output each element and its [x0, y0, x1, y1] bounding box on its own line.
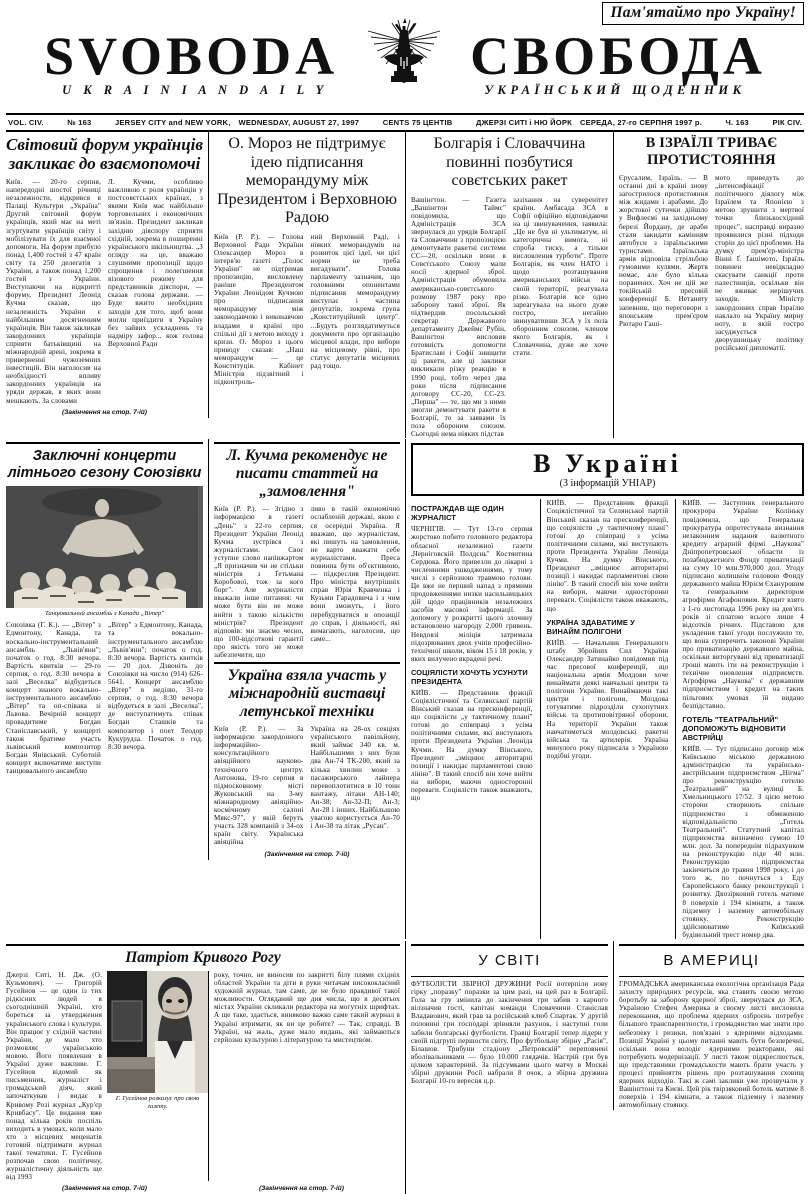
ukraine-item-4-subhead: ГОТЕЛЬ "ТЕАТРАЛЬНИЙ" ДОПОМОЖУТЬ ВІДНОВИТИ АВСТРІЙЦІ	[682, 714, 786, 742]
ukraine-col-2-cont: КИЇВ. — Представник фракції Соціялістичної та Селянської партій Вінський сказав на пресконференції, що соціялісти „у тактичному плані" готові до співпраці з усіма політичними силами, які виступають проти Президента України Леоніда Кучми. На думку Вінського, Президент „зміцнює авторитарні позиції і накидає парламентові свою лінію". В такий спосіб він хоче вийти на вибори, маючи односторонні переваги. Соціялісти також вважають, що	[546, 499, 669, 613]
article-kuchma-col2: ливо в такій економічно ослабленій державі, якою є ся осередні Україна. Я вважаю, що журналістам, які пишуть на замовлення, не варто вважати себе журналістами. Преса повинна бути об'єктивною, — підкреслив Президент. Про міністра внутрішніх справ Юрія Кравченка і Кузьми Гарадовича і з чим вони зможуть, і його перебудуватися в опозиції до справ, і діяльності, які вимагають, наголосив, що саме...	[310, 505, 400, 643]
america-underline	[619, 976, 804, 977]
world-divider	[411, 944, 608, 946]
patriot-photo-caption: Г. Гусейнов розказує про свою газету.	[115, 1095, 200, 1110]
article-aviation-col2: Україна на 28-ох секціях українського павільйону, який займає 340 кв. м. Найбільшими з них були два Ан-74 ТК-200, який за кілька хвилин може з пасажирського лайнера перевоплотитися в 10 тонн вантажу, літаки АН-140; Ан-38; Ан-32-П; Ан-3; Ан-28 і інших. Найбільшою увагою користується Ан-70 і Ан-38 та літак „Русан".	[310, 725, 400, 831]
article-aviation-headline: Україна взяла участь у міжнародній виставці летунської техніки	[227, 667, 387, 721]
article-concerts-headline: Заключні концерти літнього сезону Союзівки	[7, 448, 202, 482]
ukraine-item-2-body: КИЇВ. — Начальник Генерального штабу Збройних Сил України Олександер Затинайко повідомив під час пресової конференції, що національна армія Молдови хоче винаймати деякі навчальні центри та полігони України. Винаймаючи такі центри і полігони, Молдова готуватиме підрозділи сухопутних військ та протиповітряної оборони. На території України також навчатиметься молдовські ракетні війська та артилерія. Україна минулого року підписала з Україною подібні угоди.	[546, 638, 669, 760]
date-ukrainian: СЕРЕДА, 27-го СЕРПНЯ 1997 р.	[579, 118, 703, 127]
second-left-half	[6, 439, 405, 939]
ukraine-section-title: В Україні	[533, 449, 682, 479]
article-bulgaria-slovakia	[411, 132, 613, 438]
ukraine-item-4-body: КИЇВ. — Тут підписано договір між Київською міською державною адміністрацією та українсько-австрійським підприємством „Нігма" про реконструкцію готелю „Театральний" на вулиці Б. Хмельницького 17/52. З цією метою сторони створюють спільне підприємство з обмеженою відповідальністю „Готель Театральний". Статутний капітал підприємства визначено сумою 10 млн. дол. За попереднім підрахунком на реконструкцію піде 40 млн. Реконструкцію підприємства закінчиться до травня 1998 року, і до того ж, по почнуться з Еду Європейського банку реконструкції і розвитку. Двозірковий готель матиме 8 поверхів і 194 кімнати, а також підземну і наземну автомобільну стоянку. Реконструкцію здійснюватиме Київський будівельний трест номер два.	[682, 744, 805, 939]
price-label: CENTS 75 ЦЕНТІВ	[382, 118, 453, 127]
article-world-forum-headline: Світовий форум українців закликає до взаємопомочі	[6, 135, 203, 173]
article-israel-col2: мото приведуть до „інтенсифікації політичного діялогу між Ізраїлем та Японією з метою зрушити з мертвої точки близькосхідний процес", насправді виразно проявилися різні підходи сторін до цієї проблеми. На думку прем'єр-міністра Вінні Ґ. Ґашімото, Ізраїль повинен невідкладно скасувати санкції проти палестинців, оскільки він не вживає нерішучих заходів. Міністр закордонних справ Ізраїлю наклало на Україну мирну ноту, в якій гостро засуджується дворушницьку політику російської дипломатії.	[715, 174, 804, 352]
masthead	[6, 25, 804, 111]
article-patriot	[6, 941, 405, 1194]
place-english: JERSEY CITY and NEW YORK,	[114, 118, 231, 127]
concerts-divider	[6, 442, 203, 444]
kuchma-divider	[214, 442, 400, 444]
article-world-forum-jump[interactable]: (Закінчення на стор. 7-ій)	[61, 408, 147, 416]
article-patriot-jump-2[interactable]: (Закінчення на стор. 7-ій)	[258, 1185, 344, 1193]
place-ukrainian: ДЖЕРЗІ СИТІ і НЮ ЙОРК	[475, 118, 572, 127]
ukraine-item-3-body: КИЇВ. — Заступник генерального прокурора України Коліньку повідомила, що Генеральна прокуратура опротестувала визнання незаконним надання валютного кредиту аграрній фірмі „Наукова" Дніпропетровської области із позабюджетного Фонду приватизації на суму 10 млн.970,000 дол. Угоду підписано колишнім головою Фонду державного майна Юрієм Єхануровим та генеральним директором агрофірми Агафоновим. Кредит взято з 1-го листопада 1996 року на дев'ять років зі сплатою всього лише 4 відсотків річних. Підставою для укладення такої угоди послужило те, що вона суперечить законові України про приватизацію державного майна, оскільки виторгувані від приватизації гроші мають іти на реконструкцію і технічне оновлення підприємств. Агрофірма „Наукова" є державним підприємством і кредит на таких пільгових умовах їй видано безпідставно.	[682, 499, 805, 710]
article-concerts-col1: Союзівка (Г. К.). — „Вітер" з Едмонтону, Канада, та воскально-інструментальний ансамбль „Львів'яни"; початок о год. 8:30 вечора. Вартість квитків — 29-го серпня, о год. 8:30 вечора в залі „Веселка" відбудеться концерт знаного вокально-інструментального ансамблю „Вітер" та оп-співака зі Львова. Вечірній концерт провадитиме Богдан Станіславський, у концерті також братиме участь львівський композитор Богдан Янівський. Суботній концерт включатиме виступи танцювального ансамблю	[6, 621, 101, 775]
ukraine-item-0-subhead: ПОСТРАЖДАВ ЩЕ ОДИН ЖУРНАЛІСТ	[411, 504, 504, 523]
patriot-photo	[107, 971, 208, 1093]
article-moroz	[208, 132, 400, 418]
ukraine-col-1	[411, 499, 533, 939]
aviation-divider	[214, 662, 400, 664]
ukraine-section	[405, 439, 804, 939]
issue-info-bar	[6, 115, 804, 132]
ukraine-item-1-body: КИЇВ. — Представник фракції Соціялістичної та Селянської партій Вінський сказав на пресконференції, що соціялісти „у тактичному плані" готові до співпраці з усіма політичними силами, які виступають проти Президента України Леоніда Кучми. На думку Вінського, Президент „зміцнює авторитарні позиції і накидає парламентові свою лінію". В такий спосіб він хоче вийти на вибори, маючи односторонні переваги. Соціялісти також вважають, що	[411, 688, 533, 803]
masthead-subtitle-cyrillic: УКРАЇНСЬКИЙ ЩОДЕННИК	[484, 83, 746, 97]
article-israel-col1: Єрусалим, Ізраїль. — В останні дні в країні знову загострилося протистояння між жидами і арабами. До жорстокої сутички дійшло у Вифлеємі на західньому березі Йордану, де араби стали закидати камінням автобуси з ізраїльськими туристами. Ізраїльська армія відповіла стрільбою гумовими кулями. Жертв немає, але було кілька поранених. Хоч не цій же токійській пресовій конференції Б. Нетаняту запевнив, що переговори з японським прем'єром Рютаро Гаші-	[619, 174, 708, 328]
world-section-body: ФУТБОЛІСТИ ЗБІРНОЇ ДРУЖИНИ Росії потерпіли нову гірку „поразку" поразки за цим разі, на цей раз в Болгарії. Гола за гру змінила до закінчення гри забив з карного вілзначив гості, капітан команди Словаччини Станіслав Владавович, який грав за російський клюб Спартак. У другій половині гри господарі зрівняли рахунок, і наступні голи забили болгарські футболісти. Гравці Болгарії тепер лідери у своїй підгрупі першости світу. Про футбольну збірну „Расія", Білашов. Трибуни стадіону „Петровскій" переповнені вболівальниками — було 10.000 глядачів. Настрій гри був цілком характерний. За підсумками цього матчу в Москві збірні дружини Росії набрали 8 очок, а збірна дружина Болгарії 10-го вересня ц.р.	[411, 980, 608, 1086]
article-aviation-col1: Київ (Р. Р.). — За інформацією закордонного інформаційно-консультаційного авіяційного науково-технічного центру. Антонова, 19-го серпня в підмосковному місті Жуковський на 3-му міжнародному авіяційно-космічному салоні Мякс-97", у якій беруть участь 328 компаній з 34-ох країн світу. Українська авіяційна	[214, 725, 304, 847]
masthead-title-cyrillic: СВОБОДА	[470, 26, 766, 86]
statue-of-liberty-trident-emblem	[344, 15, 464, 99]
second-band-grid	[6, 439, 804, 939]
article-patriot-headline: Патріот Кривого Рогу	[125, 949, 281, 966]
patriot-divider	[6, 944, 400, 946]
issue-number-ukrainian: Ч. 163	[725, 118, 749, 127]
bottom-band-grid	[6, 941, 804, 1194]
masthead-subtitle-latin: U K R A I N I A N D A I L Y	[62, 83, 328, 97]
article-aviation-jump[interactable]: (Закінчення на стор. 7-ій)	[264, 850, 350, 858]
america-section-body: ГРОМАДСЬКА американська екологічна організація Рада захисту природних ресурсів, яка ставить своєю метою боротьбу за заборону ядерної зброї, звернулася до ЗСА, Україною Стефен Америка в своєму листі висловила переконання, що проблема ядерних озброєнь потребує більшого транспарентности, і громадянство має знати про небезпеку і ризики, пов'язані з ядерними відходами. Позиції Україні у цьому питанні мають бути безперечні, оскільки вона володіє ядерними реакторами, які потребують модернізації. У листі також підкреслюється, що представники громадськости мають брати участь у процесі прийняття рішень про розташування сховищ ядерних відходів. Такі ж самі заклики уже прозвучали у Вашінґтоні та Києві. Цей рік твірзяковий ботель матиме 8 поверхів і 194 кімнати, а також підземну і наземну автомобільну стоянку.	[619, 980, 804, 1110]
article-moroz-col1: Київ (Р. Р.). — Голова Верховної Ради України Олександер Мороз в інтерв'ю газеті „Голос України" не підтримав пропозицію, висловлену раніше Президентом України Леонідом Кучмою про підписання меморандуму між законодавчою і виконавчою владами в країні про спільні дії з метою виходу з кризи. О. Мороз з цього приводу сказав: „Наш меморандум — це Конституція. Кабінет Міністрів підзвітний і підконтроль-	[214, 232, 304, 387]
remember-ukraine-slogan: Пам'ятаймо про Україну!	[602, 2, 804, 25]
newspaper-front-page	[0, 2, 810, 1193]
article-concerts-col2: „Вітер" з Едмонтону, Канада, та вокально-інструментального ансамблю „Львів'яни"; початок о год. 8:30 вечора. Вартість квитків — 20 дол. Дзвоніть до Союзівки на число (914) 626-5641. Концерт ансамблю „Вітер" в неділю, 31-го серпня, о год. 8:30 вечора відбудеться в залі „Веселка", де виступатимуть співак Богдан Сташків та композитор і поет Теодор Кукурудза. Початок о год. 8:30 вечора.	[108, 621, 203, 751]
article-bulgaria-col1: Вашінґтон. — Газета „Вашінґтон Таймс" повідомила, що Адміністрація ЗСА звернулася до урядів Болгарії та Словаччини з пропозицією демонтувати ракетні системи СС—20, оскільки вони в Совєтського Союзу мали носії ядерної зброї. Адміністрація обумовила американсько-совєтського розмову 1987 року про заборону такої зброї. Як підтвердив посольський секретар Державного департаменту Джеймс Рубін, Вашінґтон висловив готовність допомогти Братиславі і Софії знищити ці ракети, але ці заклики викликали різку реакцію в 1990 році, тобто через два роки після підписання договору СС-20, СС-23. „Перша" — те, що ми з ними змогли демонтувати ракети в Болгарії, то за заявами їх поза обороним союзом. Сьогодні нема ніяких підстав	[411, 195, 506, 439]
ukraine-item-1-subhead: СОЦІЯЛІСТИ ХОЧУТЬ УСУНУТИ ПРЕЗИДЕНТА	[411, 667, 528, 686]
ukraine-section-columns	[411, 499, 804, 939]
ukraine-item-0-body: ЧЕРНІГІВ. — Тут 13-го серпня жорстоко побито головного редактора обласної незалежної газети „Черніговскій Полдєнь" Костянтина Сердюка. Його привезли до лікарні з численними ушкодженнями, у тому числі з серйозною травмою голови. Це вже не перший напад з прямими продовженнями низки насильницьких дій щодо працівників незалежних засобів масової інформації. За допомогу у розкритті цього злочину встановлено нагороду 2,000 гривень. Невдовзі міліція затримала підозрюваних двох учнів професійно-технічної школи, віком 15 і 18 років, у яких вилучено вкрадені речі.	[411, 525, 533, 663]
article-israel	[613, 132, 804, 438]
top-stories-grid	[6, 132, 804, 438]
second-left-right-col	[208, 439, 400, 859]
article-patriot-jump[interactable]: (Закінчення на стор. 7-ій)	[61, 1185, 147, 1193]
america-divider	[619, 944, 804, 946]
world-section	[411, 941, 613, 1110]
top-right-half	[405, 132, 804, 438]
world-section-title: У СВІТІ	[478, 952, 541, 969]
article-world-forum-col1: Київ. — 20-го серпня, напередодні шостої річниці незалежности, відкрився в Палаці Культури „Україна" Другий світовий форум українців, який має на меті згуртувати українців світу і мобілізувати їх для взаємної допомоги. На форум прибуло понад 1,400 гостей з 47 країн світу та 250 делегатів з України, а також понад 1,200 гостей з України. Виступаючи на відкритті форуму, Президент Леонід Кучма сказав, що незалежність України є найбільшим досягненням українців. Він також закликав закордонних українців сприяти батьківщині на міжнародній арені, зокрема в приверненні чужоземних інвестицій. Він наголосив на необхідності впливу закордонних українців на уряди держав, в яких вони мешкають. За словами	[6, 178, 101, 405]
article-world-forum-col2: Л. Кучми, особливо важливою є роля українців у постсовєтських країнах, з якими Київ має найбільше торговельних і економічних зв'язків. Президент закликав західню діяспору сприяти східній, зокрема в поширенні українського шкільництва. „З огляду на це, вважаю слушними пропозиції щодо спрощення і полегшення візового режиму для представників діяспори, — сказав голова держави. — Буде вжито необхідних заходів для того, щоб вони могли приїздити в Україну без зайвих ускладнень та надміру зафор... кож голова Верховної Ради	[108, 178, 203, 348]
top-left-half	[6, 132, 405, 438]
concerts-photo	[6, 486, 203, 608]
article-bulgaria-slovakia-headline: Болгарія і Словаччина повинні позбутися совєтських ракет	[433, 135, 586, 189]
article-patriot-col2: року, точно, не виносив по закритті білу плями східніх областей України та діти в руки читачам висококласний художній журнал, там саме, де не було правдивої такої можливости. Огляданий ще дня числа, що в десятьох містах України скликали редактора на могутніх шрифтах. А ще таке, здається, виняково важко саме такий журнал в Україні втримати, як ви це робите? — Так, справді. В Україні, на жаль, дуже мало видань, які займаються серйозно культурою і літературою та мистецтвом.	[208, 971, 400, 1181]
ukraine-section-banner	[411, 443, 804, 496]
article-kuchma-col1: Київ (Р. Р.). — Згідно з інформацією в газеті „День" з 22-го серпня, Президент України Леонід Кучма зустрівся з журналістами. Своє уступне слово напівжартом „Я призначив чи не стільки міністрів з Ґетьмана Коробової, тож за кого борг". Але журналісти вважали інше питання: чи може бути він не може вийти з такою кількістю міністрів? Президент відповів: ми знаємо чесно, що 100-відсоткові гарантії про якість того не може забезпечити, що	[214, 505, 304, 659]
article-israel-headline: В ІЗРАЇЛІ ТРИВАЄ ПРОТИСТОЯННЯ	[645, 135, 778, 168]
ukraine-section-source: (З інформацій УНІАР)	[559, 478, 656, 490]
bottom-right-half	[405, 941, 804, 1194]
volume-label: VOL. CIV.	[8, 118, 44, 127]
article-moroz-col2: ний Верховній Раді, і ніяких меморандумів на розвиток цієї ідеї, чи цієї норми не треба вигадувати". Голова парламенту зазначив, що головними опонентами підписання меморандуму виступає і частина депутатів, зокрема група „Конституційний центр". ...Будуть розглядатимуться документи про організацію місцевої влади, про вибори на місцевому рівні, про статус депутатів місцевих рад тощо.	[310, 232, 400, 370]
masthead-title-latin: SVOBODA	[44, 26, 339, 86]
article-concerts	[6, 439, 208, 859]
america-section-title: В АМЕРИЦІ	[663, 952, 760, 969]
article-bulgaria-col2: зазіхання на суверенітет країни. Амбасада ЗСА в Софії офіційно відповідаючи на ці звинувачення, заявила: „Це не був ні ультиматум, ні категорична вимога, ні спроба тиску, а тільки висловлення турботи". Проте Болгарія, як член НАТО і щодо розташування американських військ на своїй території, реагувала різко. Болгарія все одно зареагувала на нього дуже гостро, негайно звинувативши ЗСА у їх поза оборонним союзом, членом якого Болгарія, як і Словаччина, дуже же хоче стати.	[513, 195, 608, 358]
ukraine-col-3	[675, 499, 804, 939]
article-world-forum	[6, 132, 208, 418]
date-english: WEDNESDAY, AUGUST 27, 1997	[238, 118, 360, 127]
article-patriot-col1: Джерзі Ситі, Н. Дж. (О. Кузьмович). — Григорій Гусейнов — це один із тих рідкісних людей в сьогоднішній Україні, хто бореться за утвердження українського слова і культури. Він працює у східній частині України, де мало хто розмовляє українською мовою. Його появлення в Україні дуже важливе. Г. Гусейнов відомий як письменник, журналіст і громадський діяч, який започаткував і видає в Кривому Розі журнал „Кур'єр Кривбасу". Це видання вже понад кілька років поспіль виходить в умовах, коли мало хто з місцевих меценатів готовий підтримати журнал такої тематики. Г. Гусейнов розпочав свою політичну, журналістичну діяльність ще від 1993	[6, 971, 102, 1182]
article-moroz-headline: О. Мороз не підтримує ідею підписання меморандуму між Президентом і Верховною Радою	[217, 135, 397, 226]
ukraine-item-2-subhead: УКРАЇНА ЗДАВАТИМЕ У ВИНАЙМ ПОЛІГОНИ	[546, 617, 635, 636]
world-underline	[411, 976, 608, 977]
volume-label-ukrainian: РІК CIV.	[772, 118, 803, 127]
article-kuchma-headline: Л. Кучма рекомендує не писати статтей на „замовлення"	[226, 447, 388, 501]
america-section	[613, 941, 804, 1110]
issue-number: № 163	[67, 118, 92, 127]
concerts-photo-caption: Танцювальний ансамбль з Канади „Вітер"	[45, 610, 164, 618]
ukraine-col-2	[540, 499, 669, 939]
